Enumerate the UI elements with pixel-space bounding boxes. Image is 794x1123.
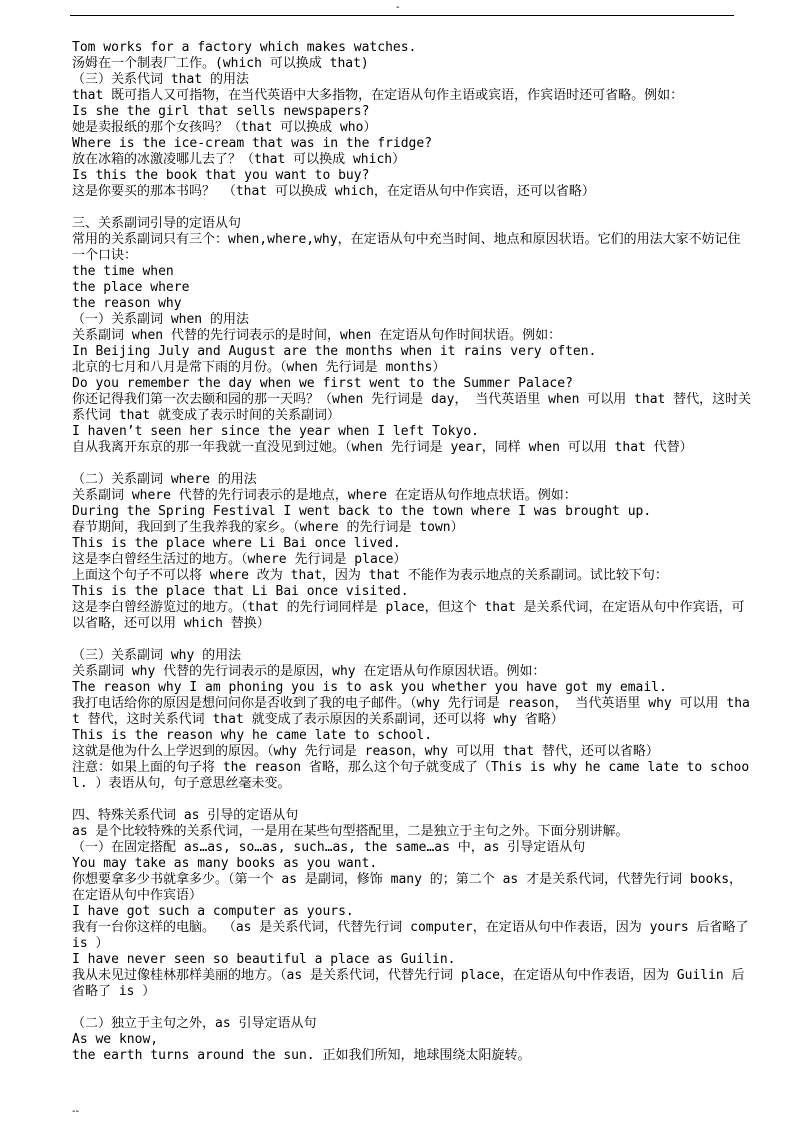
text-line: You may take as many books as you want. (72, 856, 378, 871)
text-line: Is this the book that you want to buy? (72, 168, 370, 183)
text-line: 这就是他为什么上学迟到的原因。（why 先行词是 reason，why 可以用 that 替代，还可以省略） (72, 744, 659, 759)
text-line: This is the place that Li Bai once visited. (72, 584, 409, 599)
text-line: 你想要拿多少书就拿多少。（第一个 as 是副词，修饰 many 的；第二个 as 才是关系代词，代替先行词 books，在定语从句中作宾语） (72, 872, 743, 903)
text-line: （二）独立于主句之外，as 引导定语从句 (72, 1016, 317, 1031)
text-line: I have never seen so beautiful a place as Guilin. (72, 952, 456, 967)
text-line: （一）关系副词 when 的用法 (72, 312, 249, 327)
text-line: I haven’t seen her since the year when I left Tokyo. (72, 424, 479, 439)
text-line: Is she the girl that sells newspapers? (72, 104, 370, 119)
text-line: （一）在固定搭配 as…as, so…as, such…as, the same…as 中，as 引导定语从句 (72, 840, 586, 855)
text-line: 常用的关系副词只有三个：when,where,why，在定语从句中充当时间、地点和原因状语。它们的用法大家不妨记住一个口诀： (72, 232, 741, 263)
text-line: In Beijing July and August are the months when it rains very often. (72, 344, 597, 359)
text-line: （三）关系副词 why 的用法 (72, 648, 242, 663)
paragraph-gap (72, 632, 752, 648)
text-line: 三、关系副词引导的定语从句 (72, 216, 242, 231)
text-line: 这是李白曾经生活过的地方。（where 先行词是 place） (72, 552, 407, 567)
text-line: （二）关系副词 where 的用法 (72, 472, 257, 487)
paragraph-gap (72, 792, 752, 808)
text-line: 这是李白曾经游览过的地方。（that 的先行词同样是 place，但这个 that 是关系代词，在定语从句中作宾语，可以省略，还可以用 which 替换） (72, 600, 745, 631)
text-line: the reason why (72, 296, 182, 311)
text-line: that 既可指人又可指物，在当代英语中大多指物，在定语从句作主语或宾语，作宾语时还可省略。例如： (72, 88, 684, 103)
text-line: This is the reason why he came late to school. (72, 728, 433, 743)
text-line: During the Spring Festival I went back to the town where I was brought up. (72, 504, 652, 519)
document-body (72, 40, 757, 1064)
text-line: 这是你要买的那本书吗？ （that 可以换成 which，在定语从句中作宾语，还可以省略） (72, 184, 595, 199)
text-line: as 是个比较特殊的关系代词，一是用在某些句型搭配里，二是独立于主句之外。下面分别讲解。 (72, 824, 629, 839)
text-line: Do you remember the day when we first went to the Summer Palace? (72, 376, 573, 391)
paragraph-gap (72, 456, 752, 472)
footer-mark: -- (72, 1106, 80, 1117)
text-line: 关系副词 why 代替的先行词表示的是原因，why 在定语从句作原因状语。例如： (72, 664, 546, 679)
text-line: （三）关系代词 that 的用法 (72, 72, 249, 87)
paragraph-gap (72, 1000, 752, 1016)
text-line: 你还记得我们第一次去颐和园的那一天吗？（when 先行词是 day， 当代英语里 when 可以用 that 替代，这时关系代词 that 就变成了表示时间的关系副词） (72, 392, 752, 423)
text-line: As we know, (72, 1032, 159, 1047)
text-line: 注意：如果上面的句子将 the reason 省略，那么这个句子就变成了（This is why he came late to school. ）表语从句，句子意思丝毫未变。 (72, 760, 750, 791)
header-rule (70, 15, 734, 16)
text-line: 放在冰箱的冰激凌哪儿去了？（that 可以换成 which） (72, 152, 406, 167)
text-line: This is the place where Li Bai once lived. (72, 536, 401, 551)
text-line: 关系副词 where 代替的先行词表示的是地点，where 在定语从句作地点状语。例如： (72, 488, 577, 503)
text-line: Tom works for a factory which makes watches. (72, 40, 417, 55)
text-line: 我有一台你这样的电脑。 （as 是关系代词，代替先行词 computer，在定语从句中作表语，因为 yours 后省略了 is ） (72, 920, 757, 951)
text-line: 北京的七月和八月是常下雨的月份。（when 先行词是 months） (72, 360, 446, 375)
text-line: The reason why I am phoning you is to ask you whether you have got my email. (72, 680, 667, 695)
header-mark: - (396, 2, 400, 13)
paragraph-gap (72, 200, 752, 216)
text-line: the time when (72, 264, 174, 279)
text-line: 我从未见过像桂林那样美丽的地方。（as 是关系代词，代替先行词 place，在定语从句中作表语，因为 Guilin 后省略了 is ） (72, 968, 745, 999)
text-line: 春节期间，我回到了生我养我的家乡。（where 的先行词是 town） (72, 520, 464, 535)
text-line: 关系副词 when 代替的先行词表示的是时间，when 在定语从句作时间状语。例如： (72, 328, 562, 343)
text-line: 四、特殊关系代词 as 引导的定语从句 (72, 808, 299, 823)
text-line: 我打电话给你的原因是想问问你是否收到了我的电子邮件。（why 先行词是 reason， 当代英语里 why 可以用 that 替代，这时关系代词 that 就变成了表示原因的关系副词，还可以将 why 省略） (72, 696, 750, 727)
text-line: 上面这个句子不可以将 where 改为 that，因为 that 不能作为表示地点的关系副词。试比较下句： (72, 568, 668, 583)
text-line: 汤姆在一个制表厂工作。(which 可以换成 that) (72, 56, 369, 71)
text-line: the place where (72, 280, 190, 295)
text-line: 她是卖报纸的那个女孩吗？（that 可以换成 who） (72, 120, 377, 135)
text-line: I have got such a computer as yours. (72, 904, 354, 919)
text-line: 自从我离开东京的那一年我就一直没见到过她。（when 先行词是 year，同样 when 可以用 that 代替） (72, 440, 693, 455)
text-line: the earth turns around the sun. 正如我们所知，地球围绕太阳旋转。 (72, 1048, 531, 1063)
text-line: Where is the ice-cream that was in the fridge? (72, 136, 433, 151)
